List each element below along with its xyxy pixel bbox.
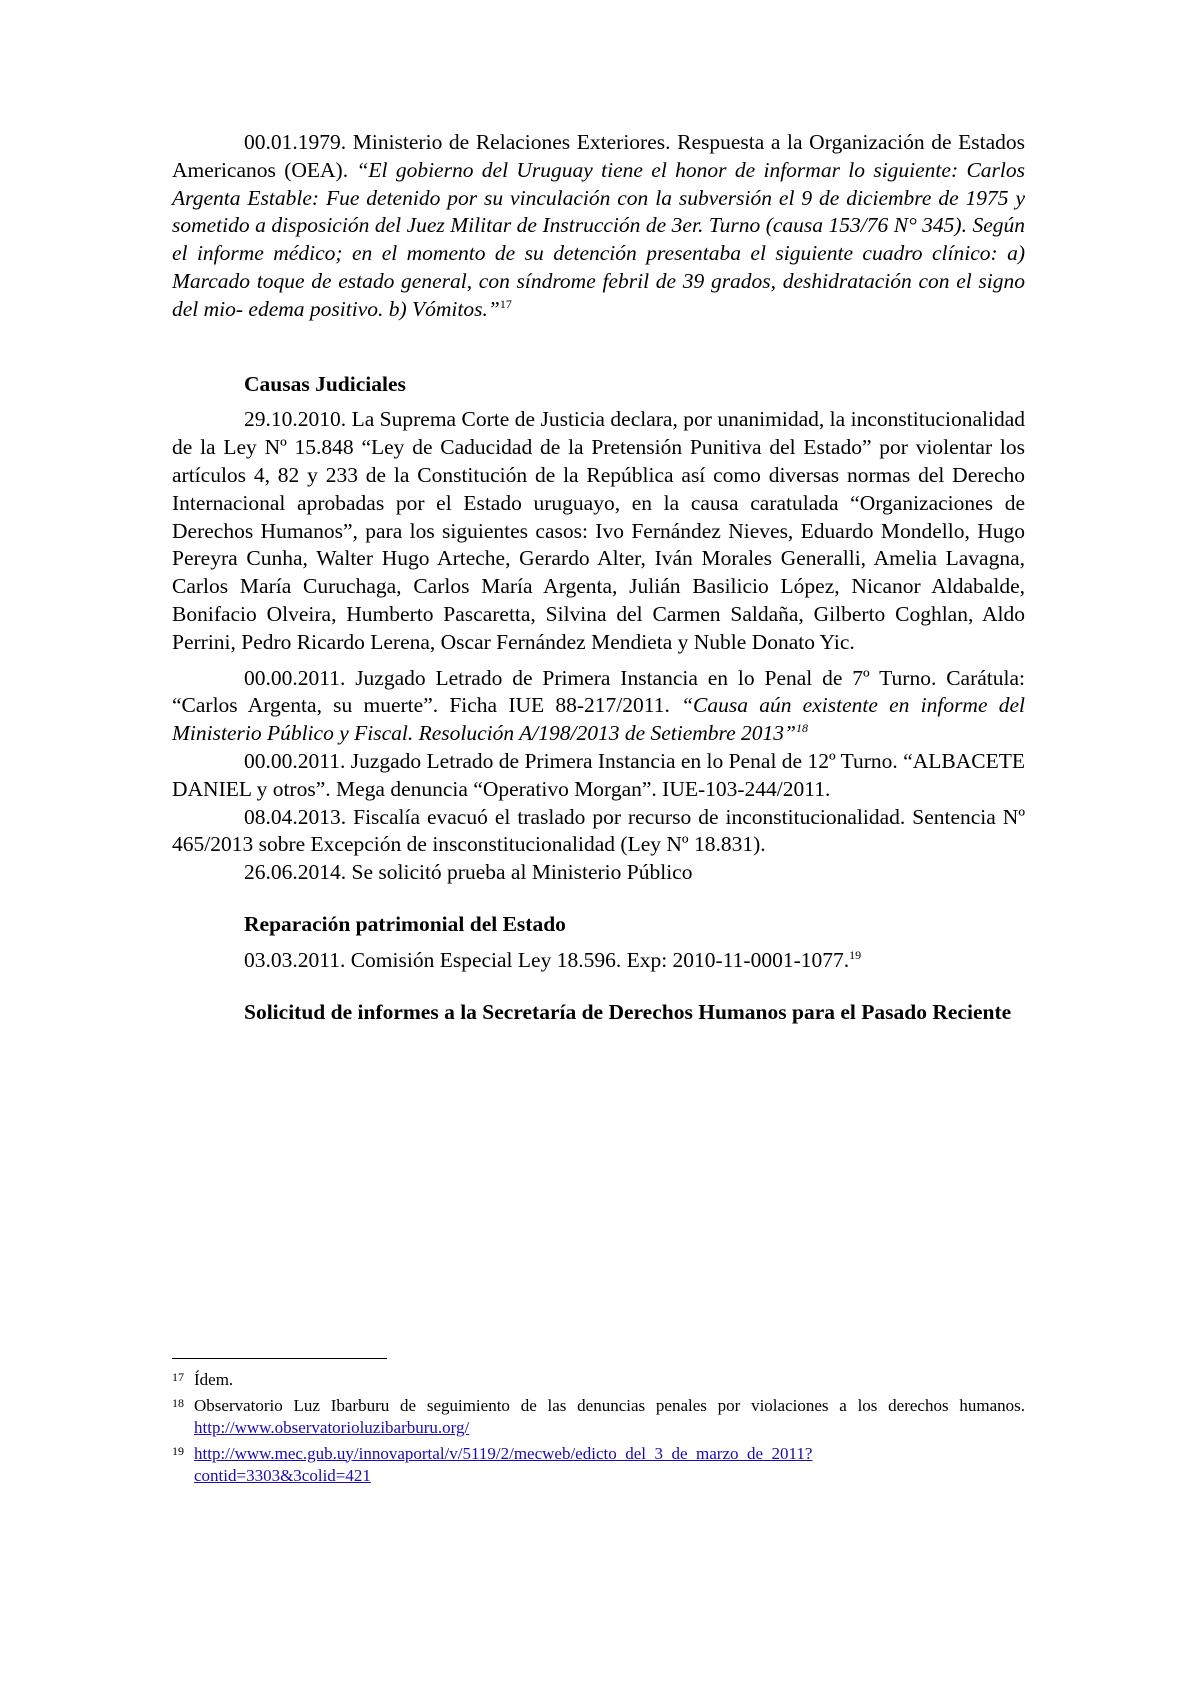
- footnote-18: [172, 1395, 1025, 1440]
- paragraph-suprema-corte: 29.10.2010. La Suprema Corte de Justicia declara, por unanimidad, la inconstitucionalidad de la Ley Nº 15.848 “Ley de Caducidad de la Pretensión Punitiva del Estado” por violentar los artículos 4, 82 y 233 de la Constitución de la República así como diversas normas del Derecho Internacional aprobadas por el Estado uruguayo, en la causa caratulada “Organizaciones de Derechos Humanos”, para los siguientes casos: Ivo Fernández Nieves, Eduardo Mondello, Hugo Pereyra Cunha, Walter Hugo Arteche, Gerardo Alter, Iván Morales Generalli, Amelia Lavagna, Carlos María Curuchaga, Carlos María Argenta, Julián Basilicio López, Nicanor Aldabalde, Bonifacio Olveira, Humberto Pascaretta, Silvina del Carmen Saldaña, Gilberto Coghlan, Aldo Perrini, Pedro Ricardo Lerena, Oscar Fernández Mendieta y Nuble Donato Yic.: [172, 407, 1025, 654]
- footnote-ref-17[interactable]: 17: [499, 296, 512, 311]
- footnote-17: [172, 1369, 1025, 1392]
- paragraph-lead: 00.00.2011. Juzgado Letrado de Primera Instancia en lo Penal de 7º Turno. Carátula: “Carlos Argenta, su muerte”. Ficha IUE 88-217/2011.: [172, 665, 1025, 718]
- paragraph-juzgado-12: 00.00.2011. Juzgado Letrado de Primera Instancia en lo Penal de 12º Turno. “ALBACETE DANIEL y otros”. Mega denuncia “Operativo Morgan”. IUE-103-244/2011.: [172, 748, 1025, 801]
- footnote-ref-18[interactable]: 18: [796, 720, 809, 735]
- footnote-separator: [172, 1358, 387, 1359]
- paragraph-comision: [172, 947, 1025, 975]
- footnote-body: [194, 1395, 1025, 1440]
- footnote-link[interactable]: http://www.mec.gub.uy/innovaportal/v/5119/2/mecweb/edicto_del_3_de_marzo_de_2011?: [194, 1443, 813, 1463]
- footnote-link-continuation[interactable]: contid=3303&3colid=421: [194, 1466, 371, 1485]
- quoted-text: “Causa aún existente en informe del Ministerio Público y Fiscal. Resolución A/198/2013 de Setiembre 2013”: [172, 693, 1025, 746]
- heading-reparacion: Reparación patrimonial del Estado: [244, 911, 566, 936]
- paragraph-lead: 00.01.1979. Ministerio de Relaciones Exteriores. Respuesta a la Organización de Estados Americanos (OEA).: [172, 130, 1025, 182]
- footnotes: [172, 1358, 1025, 1491]
- paragraph-fiscalia: 08.04.2013. Fiscalía evacuó el traslado por recurso de inconstitucionalidad. Sentencia Nº 465/2013 sobre Excepción de insconstitucionalidad (Ley Nº 18.831).: [172, 804, 1025, 857]
- paragraph-juzgado-7: [172, 665, 1025, 748]
- footnote-link[interactable]: http://www.observatorioluzibarburu.org/: [194, 1418, 470, 1437]
- heading-causas-judiciales: Causas Judiciales: [244, 371, 406, 396]
- paragraph-text: 03.03.2011. Comisión Especial Ley 18.596. Exp: 2010-11-0001-1077.: [244, 947, 850, 972]
- footnote-19: [172, 1443, 1025, 1488]
- quoted-text: “El gobierno del Uruguay tiene el honor de informar lo siguiente: Carlos Argenta Estable: Fue detenido por su vinculación con la subversión el 9 de diciembre de 1975 y sometido a disposición del Juez Militar de Instrucción de 3er. Turno (causa 153/76 N° 345). Según el informe médico; en el momento de su detención presentaba el siguiente cuadro clínico: a) Marcado toque de estado general, con síndrome febril de 39 grados, deshidratación con el signo del mio- edema positivo. b) Vómitos.”: [172, 157, 1025, 321]
- footnote-number: 17: [172, 1370, 184, 1384]
- footnote-text: Observatorio Luz Ibarburu de seguimiento de las denuncias penales por violaciones a los derechos humanos.: [194, 1395, 1025, 1415]
- body-text: [172, 129, 1025, 1026]
- footnote-number: 18: [172, 1395, 184, 1410]
- paragraph-prueba: 26.06.2014. Se solicitó prueba al Ministerio Público: [244, 860, 693, 885]
- footnote-number: 19: [172, 1443, 184, 1458]
- footnote-ref-19[interactable]: 19: [849, 947, 862, 962]
- footnote-text: Ídem.: [194, 1370, 234, 1389]
- paragraph-oea-response: [172, 129, 1025, 324]
- heading-solicitud: Solicitud de informes a la Secretaría de Derechos Humanos para el Pasado Reciente: [244, 999, 1012, 1024]
- footnote-body: [194, 1443, 1025, 1488]
